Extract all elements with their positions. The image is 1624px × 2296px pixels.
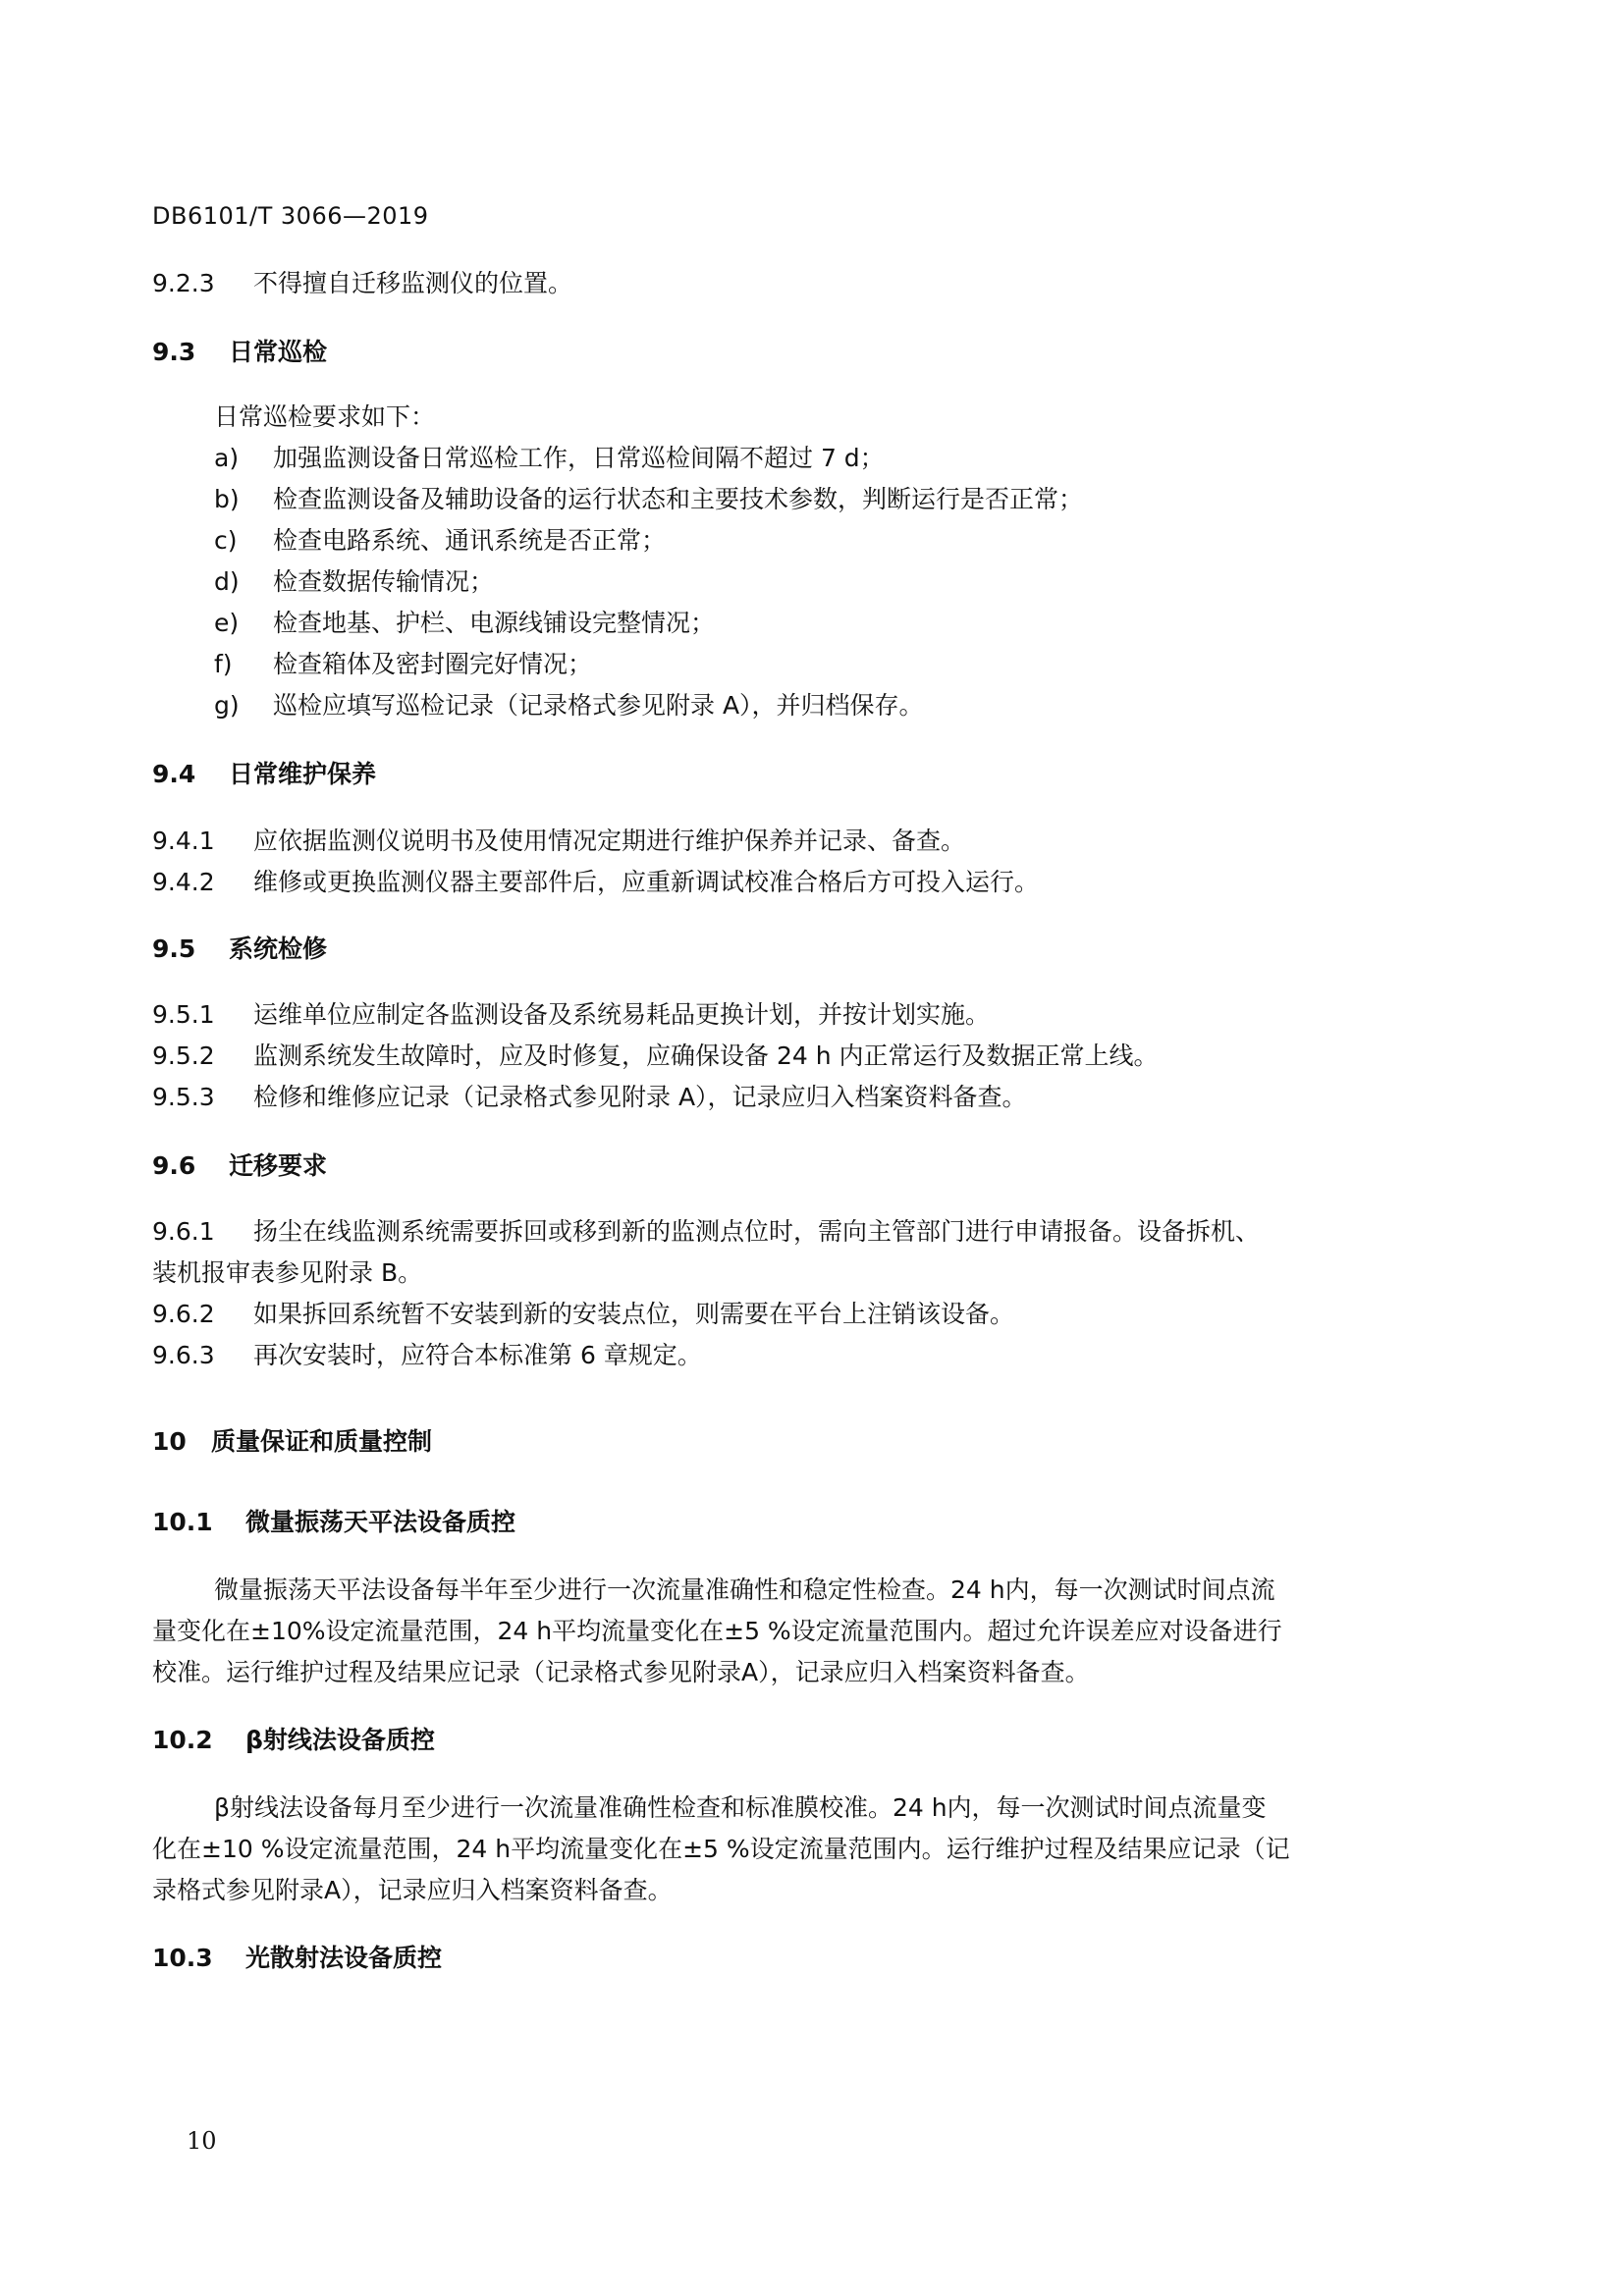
list-item-mark: d) bbox=[214, 567, 240, 596]
section-number: 9.5 bbox=[152, 934, 196, 963]
paragraph-line: 化在±10 %设定流量范围，24 h平均流量变化在±5 %设定流量范围内。运行维护过程及结果应记录（记 bbox=[152, 1835, 1290, 1863]
list-item bbox=[214, 607, 715, 640]
clause-text: 监测系统发生故障时，应及时修复，应确保设备 24 h 内正常运行及数据正常上线。 bbox=[253, 1041, 1159, 1070]
list-item bbox=[214, 483, 1083, 516]
clause-number: 9.5.2 bbox=[152, 1041, 215, 1070]
clause-number: 9.6.2 bbox=[152, 1300, 215, 1328]
paragraph-line: 微量振荡天平法设备每半年至少进行一次流量准确性和稳定性检查。24 h内，每一次测试时间点流 bbox=[214, 1575, 1275, 1604]
clause-number: 9.6.3 bbox=[152, 1341, 215, 1369]
document-code-header: DB6101/T 3066—2019 bbox=[152, 202, 429, 230]
clause-number: 9.4.1 bbox=[152, 827, 215, 855]
section-heading-10-1 bbox=[152, 1506, 515, 1539]
paragraph-line: β射线法设备每月至少进行一次流量准确性检查和标准膜校准。24 h内，每一次测试时间点流量变 bbox=[214, 1793, 1267, 1822]
section-title: β射线法设备质控 bbox=[245, 1726, 435, 1754]
clause-9-4-1 bbox=[152, 825, 965, 858]
page-number: 10 bbox=[187, 2127, 217, 2155]
clause-9-5-2 bbox=[152, 1040, 1159, 1073]
section-title: 系统检修 bbox=[229, 934, 328, 963]
clause-text: 扬尘在线监测系统需要拆回或移到新的监测点位时，需向主管部门进行申请报备。设备拆机、 bbox=[253, 1217, 1261, 1246]
list-item bbox=[214, 648, 592, 681]
section-title: 日常巡检 bbox=[229, 338, 328, 366]
list-item-mark: g) bbox=[214, 691, 240, 720]
list-item-mark: c) bbox=[214, 526, 238, 555]
clause-9-2-3 bbox=[152, 267, 572, 300]
paragraph-line: 量变化在±10%设定流量范围，24 h平均流量变化在±5 %设定流量范围内。超过允许误差应对设备进行 bbox=[152, 1617, 1282, 1645]
list-item-mark: e) bbox=[214, 609, 240, 637]
clause-number: 9.4.2 bbox=[152, 868, 215, 896]
section-title: 迁移要求 bbox=[229, 1151, 328, 1180]
clause-9-6-3 bbox=[152, 1339, 702, 1372]
clause-number: 9.5.1 bbox=[152, 1000, 215, 1029]
section-heading-9-6 bbox=[152, 1149, 327, 1183]
clause-text: 再次安装时，应符合本标准第 6 章规定。 bbox=[253, 1341, 702, 1369]
list-item-mark: b) bbox=[214, 485, 240, 513]
section-number: 10.1 bbox=[152, 1508, 213, 1536]
section-heading-10-3 bbox=[152, 1942, 442, 1975]
clause-text: 应依据监测仪说明书及使用情况定期进行维护保养并记录、备查。 bbox=[253, 827, 966, 855]
clause-text: 维修或更换监测仪器主要部件后，应重新调试校准合格后方可投入运行。 bbox=[253, 868, 1040, 896]
clause-9-5-1 bbox=[152, 998, 990, 1032]
list-item bbox=[214, 565, 494, 599]
list-item-mark: f) bbox=[214, 650, 233, 678]
list-item-text: 检查监测设备及辅助设备的运行状态和主要技术参数，判断运行是否正常； bbox=[273, 485, 1084, 513]
paragraph-line: 校准。运行维护过程及结果应记录（记录格式参见附录A），记录应归入档案资料备查。 bbox=[152, 1658, 1090, 1686]
list-item-text: 检查箱体及密封圈完好情况； bbox=[273, 650, 593, 678]
chapter-number: 10 bbox=[152, 1427, 187, 1456]
list-item-text: 检查地基、护栏、电源线铺设完整情况； bbox=[273, 609, 716, 637]
paragraph-line: 录格式参见附录A），记录应归入档案资料备查。 bbox=[152, 1876, 673, 1904]
section-number: 10.2 bbox=[152, 1726, 213, 1754]
section-heading-9-4 bbox=[152, 758, 376, 791]
list-item-text: 检查数据传输情况； bbox=[273, 567, 495, 596]
chapter-heading-10 bbox=[152, 1425, 432, 1459]
section-number: 9.6 bbox=[152, 1151, 196, 1180]
list-item-text: 加强监测设备日常巡检工作，日常巡检间隔不超过 7 d； bbox=[273, 444, 885, 472]
clause-number: 9.2.3 bbox=[152, 269, 215, 297]
section-title: 光散射法设备质控 bbox=[245, 1944, 443, 1972]
clause-number: 9.6.1 bbox=[152, 1217, 215, 1246]
section-heading-9-5 bbox=[152, 933, 327, 966]
section-heading-9-3 bbox=[152, 336, 327, 369]
list-item bbox=[214, 689, 924, 722]
list-item-text: 巡检应填写巡检记录（记录格式参见附录 A），并归档保存。 bbox=[273, 691, 924, 720]
section-number: 9.3 bbox=[152, 338, 196, 366]
section-title: 微量振荡天平法设备质控 bbox=[245, 1508, 516, 1536]
list-item-text: 检查电路系统、通讯系统是否正常； bbox=[273, 526, 667, 555]
list-item-mark: a) bbox=[214, 444, 240, 472]
clause-number: 9.5.3 bbox=[152, 1083, 215, 1111]
clause-text: 不得擅自迁移监测仪的位置。 bbox=[253, 269, 573, 297]
section-title: 日常维护保养 bbox=[229, 760, 377, 788]
clause-continuation: 装机报审表参见附录 B。 bbox=[152, 1258, 423, 1287]
section-heading-10-2 bbox=[152, 1724, 435, 1757]
clause-9-6-1 bbox=[152, 1215, 1260, 1249]
clause-text: 如果拆回系统暂不安装到新的安装点位，则需要在平台上注销该设备。 bbox=[253, 1300, 1015, 1328]
section-number: 10.3 bbox=[152, 1944, 213, 1972]
list-intro: 日常巡检要求如下： bbox=[214, 402, 436, 431]
list-item bbox=[214, 524, 666, 558]
clause-9-5-3 bbox=[152, 1081, 1027, 1114]
clause-9-4-2 bbox=[152, 866, 1039, 899]
chapter-title: 质量保证和质量控制 bbox=[211, 1427, 433, 1456]
section-number: 9.4 bbox=[152, 760, 196, 788]
clause-text: 检修和维修应记录（记录格式参见附录 A），记录应归入档案资料备查。 bbox=[253, 1083, 1027, 1111]
clause-text: 运维单位应制定各监测设备及系统易耗品更换计划，并按计划实施。 bbox=[253, 1000, 991, 1029]
clause-9-6-2 bbox=[152, 1298, 1014, 1331]
list-item bbox=[214, 442, 885, 475]
